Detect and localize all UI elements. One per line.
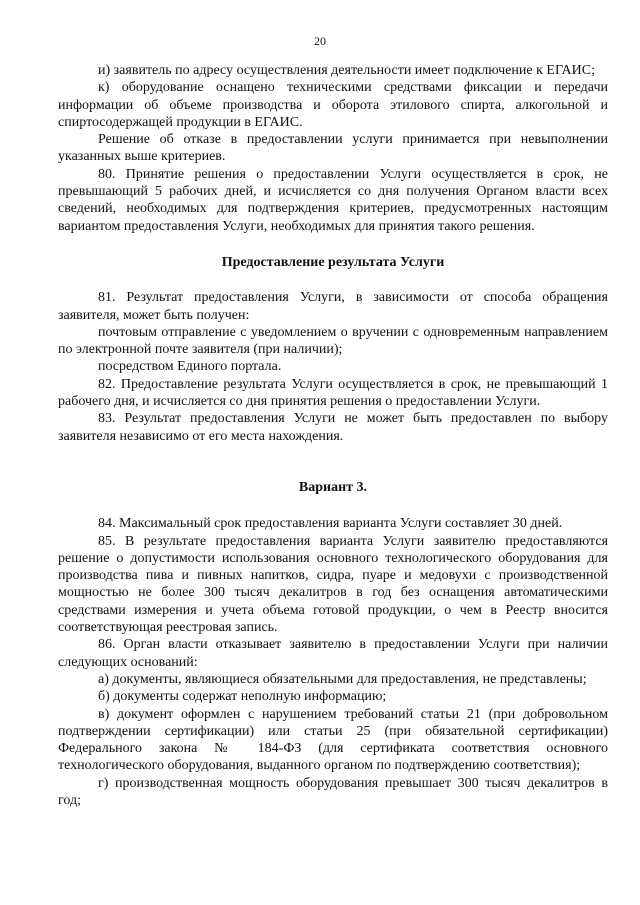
paragraph-80: 80. Принятие решения о предоставлении Услуги осуществляется в срок, не превышающий 5 рабочих дней, и исчисляется со дня получения Органом власти всех сведений, необходимых для подтверждения критериев, предусмотренных настоящим вариантом предоставления Услуги, необходимых для принятия такого решения.: [58, 166, 608, 234]
paragraph-86-v: в) документ оформлен с нарушением требований статьи 21 (при добровольном подтверждении сертификации) или статьи 25 (при обязательной сертификации) Федерального закона № 184-ФЗ (для сертификата соответствия основного технологического оборудования, выданного органом по подтверждению соответствия);: [58, 706, 608, 774]
section-heading-result: Предоставление результата Услуги: [221, 254, 445, 270]
paragraph-86: 86. Орган власти отказывает заявителю в предоставлении Услуги при наличии следующих оснований:: [58, 637, 608, 670]
paragraph-83: 83. Результат предоставления Услуги не может быть предоставлен по выбору заявителя независимо от его места нахождения.: [58, 411, 608, 444]
paragraph-86-a: а) документы, являющиеся обязательными для предоставления, не представлены;: [98, 671, 587, 687]
paragraph-81: 81. Результат предоставления Услуги, в зависимости от способа обращения заявителя, может быть получен:: [58, 290, 608, 323]
paragraph-85: 85. В результате предоставления варианта Услуги заявителю предоставляются решение о допустимости использования основного технологического оборудования для производства пива и пивных напитков, сидра, пуаре и медовухи с производственной мощностью не более 300 тысяч декалитров в год без оснащения автоматическими средствами измерения и учета объема готовой продукции, о чем в Реестр вносится соответствующая реестровая запись.: [58, 533, 608, 636]
paragraph-81-portal: посредством Единого портала.: [98, 359, 282, 375]
paragraph-86-b: б) документы содержат неполную информацию;: [98, 689, 387, 705]
paragraph-item-i: и) заявитель по адресу осуществления деятельности имеет подключение к ЕГАИС;: [98, 63, 595, 78]
paragraph-84: 84. Максимальный срок предоставления варианта Услуги составляет 30 дней.: [98, 516, 563, 532]
paragraph-82: 82. Предоставление результата Услуги осуществляется в срок, не превышающий 1 рабочего дня, и исчисляется со дня принятия решения о предоставлении Услуги.: [58, 376, 608, 410]
paragraph-86-g: г) производственная мощность оборудования превышает 300 тысяч декалитров в год;: [58, 775, 608, 808]
paragraph-refusal-decision: Решение об отказе в предоставлении услуги принимается при невыполнении указанных выше критериев.: [58, 132, 608, 165]
paragraph-item-k: к) оборудование оснащено техническими средствами фиксации и передачи информации об объеме производства и оборота этилового спирта, алкогольной и спиртосодержащей продукции в ЕГАИС.: [58, 80, 608, 130]
section-heading-variant-3: Вариант 3.: [298, 479, 368, 495]
paragraph-81-mail: почтовым отправление с уведомлением о вручении с одновременным направлением по электронной почте заявителя (при наличии);: [58, 324, 608, 358]
document-body: [58, 62, 608, 809]
page-number: 20: [314, 34, 326, 48]
